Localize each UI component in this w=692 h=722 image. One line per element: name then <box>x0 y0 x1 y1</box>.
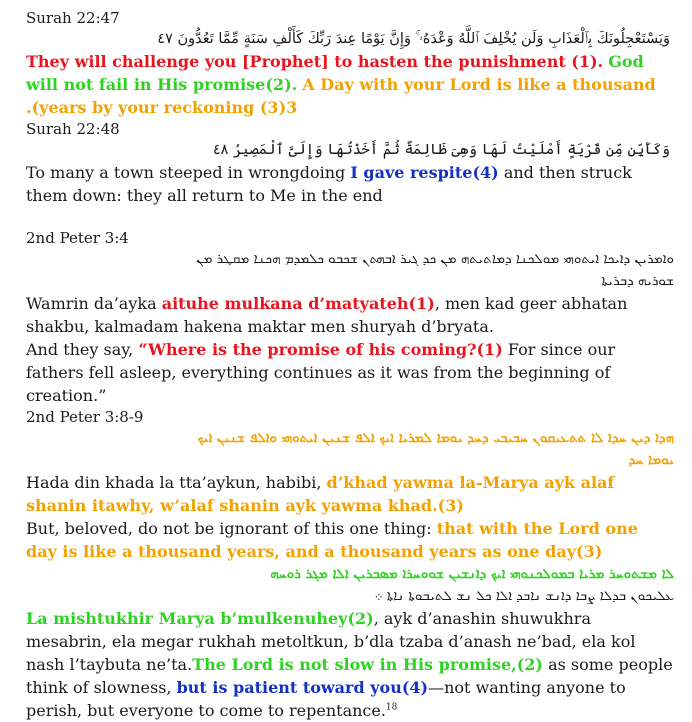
syriac-green: ܠܐ ܡܫܬܘܚܪ ܡܪܝܐ ܒܡܘܠܟܢܘܗܝ ܐܝܟ ܕܐܢܫܝܢ ܫܘܘܚܪܐ ܡܣܒܪܝܢ ܐܠܐ ܡܓܪ ܪܘܚܗ <box>270 566 674 582</box>
syriac-verse <box>26 427 674 471</box>
english-translation <box>26 338 674 407</box>
arabic-verse: وَكَأَيِّن مِّن قَرْيَةٍ أَمْلَيْتُ لَهَا وَهِىَ ظَالِمَةٌ ثُمَّ أَخَذْتُهَا وَإِلَىَّ ٱلْمَصِيرُ ٤٨ <box>212 142 670 158</box>
plain-text: Wamrin da’ayka <box>26 294 157 313</box>
verse-reference: 2nd Peter 3:4 <box>26 229 129 247</box>
plain-text: To many a town steeped in wrongdoing <box>26 163 346 182</box>
syriac-plain: ܥܠܝܟܘܢ ܒܕܠܐ ܨܒܐ ܕܐܢܫ ܢܐܒܕ ܐܠܐ ܟܠ ܢܫ ܠܬܝܒܘܬܐ ܢܐܬܐ ܀ <box>374 588 674 604</box>
transliteration <box>26 471 674 517</box>
syriac-plain: ܘܐܡܪܝܢ ܕܐܝܟܐ ܐܝܬܘܗܝ ܡܘܠܟܢܐ ܕܡܐܬܝܬܗ ܡܢ ܟܕ ܓܝܪ ܐܒܗܬܢ ܫܟܒܘ ܟܠܡܕܡ ܗܟܢܐ ܡܩܛܪ ܡܢ <box>196 251 674 267</box>
highlight-green: La mishtukhir Marya b’mulkenuhey(2) <box>26 609 374 628</box>
highlight-blue: I gave respite(4) <box>350 163 499 182</box>
syriac-orange: ܗܕܐ ܕܝܢ ܚܕܐ ܠܐ ܬܬܥܝܩܘܢ ܚܒܝܒܝ ܕܚܕ ܝܘܡܐ ܠܡܪܝܐ ܐܝܟ ܐܠܦ ܫܢܝܢ ܐܝܬܘܗܝ ܘܐܠܦ ܫܢܝܢ ܐܝܟ <box>197 430 674 446</box>
highlight-red: They will challenge you [Prophet] to hasten the punishment (1). <box>26 52 604 71</box>
spacer <box>26 207 674 228</box>
transliteration <box>26 292 674 338</box>
plain-text: —not wanting anyone to perish, but everyone to come to repentance. <box>26 678 626 720</box>
english-translation <box>26 517 674 563</box>
footnote-marker: 18 <box>385 702 398 713</box>
highlight-green: The Lord is not slow in His promise,(2) <box>192 655 543 674</box>
verse-reference: Surah 22:48 <box>26 120 120 138</box>
highlight-orange: that with the Lord one day is like a thousand years, and a thousand years as one day(3) <box>26 519 638 561</box>
plain-text: But, beloved, do not be ignorant of this one thing: <box>26 519 432 538</box>
plain-text: as some people think of slowness, <box>26 655 673 697</box>
plain-text: Hada din khada la tta’aykun, habibi, <box>26 473 322 492</box>
plain-text: And they say, <box>26 340 134 359</box>
plain-text: For since our fathers fell asleep, everything continues as it was from the beginning of creation.” <box>26 340 616 405</box>
highlight-blue: but is patient toward you(4) <box>176 678 429 697</box>
plain-text: and then struck them down: they all return to Me in the end <box>26 163 632 205</box>
plain-text: , ayk d’anashin shuwukhra mesabrin, ela megar rukhah metoltkun, b’dla tzaba d’anash ne’bad, ela kol nash l’taybuta ne’ta. <box>26 609 636 674</box>
highlight-orange: d’khad yawma la-Marya ayk alaf shanin itawhy, w’alaf shanin ayk yawma khad.(3) <box>26 473 615 515</box>
highlight-orange: A Day with your Lord is like a thousand <box>302 75 656 94</box>
verse-reference: Surah 22:47 <box>26 9 120 27</box>
highlight-red: “Where is the promise of his coming?(1) <box>138 340 503 359</box>
highlight-green: God will not fail in His promise(2). <box>26 52 644 94</box>
highlight-orange-continued: .(years by your reckoning (3)3 <box>26 98 298 117</box>
syriac-verse <box>26 248 674 292</box>
arabic-verse: وَيَسْتَعْجِلُونَكَ بِٱلْعَذَابِ وَلَن يُخْلِفَ ٱللَّهُ وَعْدَهُۥ ۚ وَإِنَّ يَوْمًا عِندَ رَبِّكَ كَأَلْفِ سَنَةٍ مِّمَّا تَعُدُّونَ ٤٧ <box>157 31 670 47</box>
syriac-verse <box>26 563 674 607</box>
english-translation <box>26 161 674 207</box>
transliteration-and-translation <box>26 607 674 722</box>
syriac-plain: ܫܘܪܝܗ ܕܒܪܝܬܐ <box>601 273 674 289</box>
verse-reference: 2nd Peter 3:8-9 <box>26 408 144 426</box>
plain-text: , men kad geer abhatan shakbu, kalmadam hakena maktar men shuryah d’bryata. <box>26 294 628 336</box>
syriac-orange: ܝܘܡܐ ܚܕ <box>628 452 674 468</box>
highlight-red: aituhe mulkana d’matyateh(1) <box>161 294 435 313</box>
english-translation <box>26 50 674 96</box>
